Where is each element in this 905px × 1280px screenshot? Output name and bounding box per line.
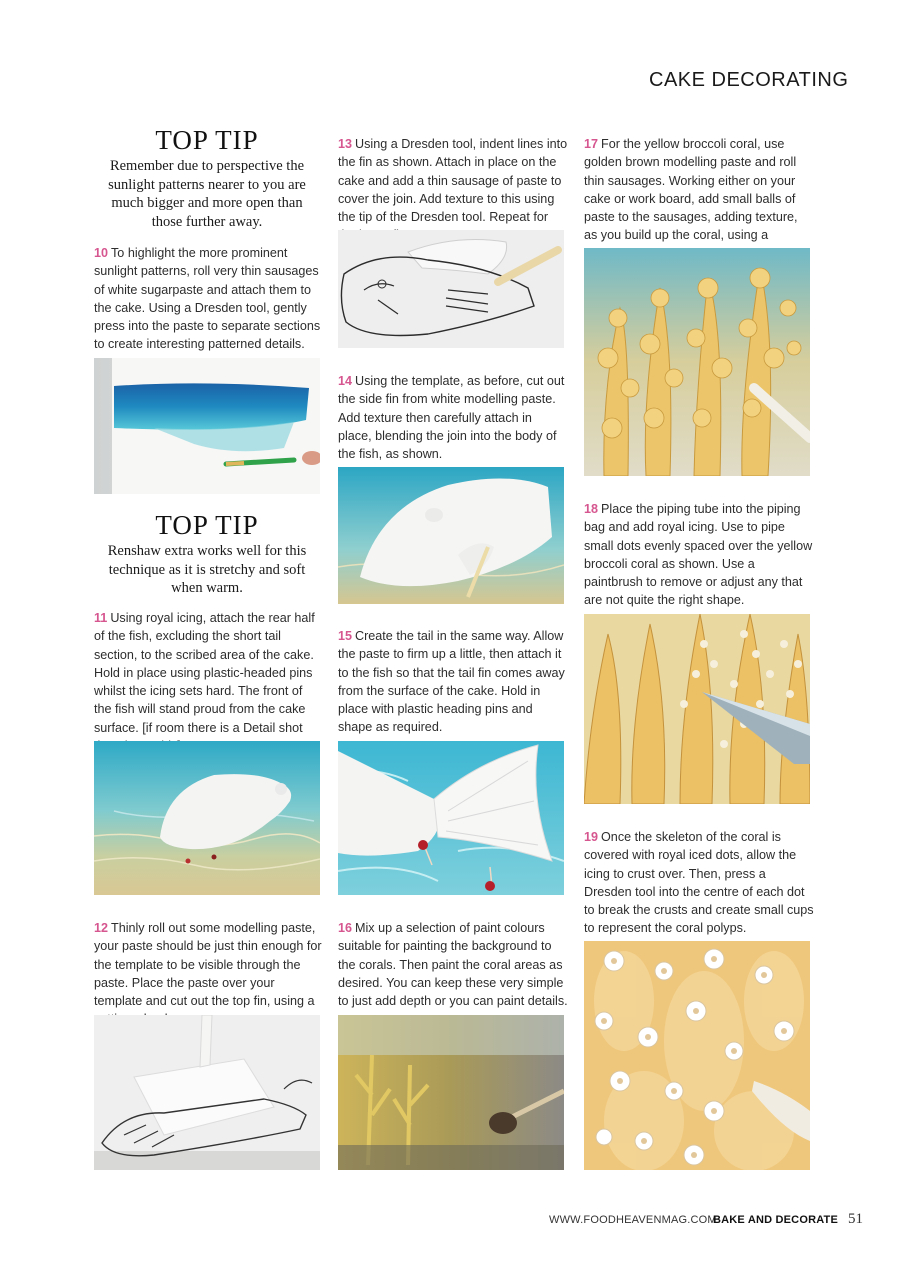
photo-step-19 [584,941,810,1170]
top-tip-2 [98,510,316,598]
step-11 [94,609,322,755]
step-14 [338,372,568,463]
footer-magazine: BAKE AND DECORATE [713,1214,839,1226]
step-number: 11 [94,611,108,625]
step-text: Create the tail in the same way. Allow the paste to firm up a little, then attach it to the fish so that the tail fin comes away from the surface of the cake. Hold in place with plastic heading pins and shape as required. [338,629,565,735]
step-text: Using royal icing, attach the rear half of the fish, excluding the short tail section, to the scribed area of the cake. Hold in place using plastic-headed pins whilst the icing sets hard. The front of the fish will stand proud from the cake surface. [if room there is a Detail shot [94,611,315,735]
step-number: 15 [338,629,353,643]
step-text: Once the skeleton of the coral is covered with royal iced dots, allow the icing to crust over. Then, press a Dresden tool into the centre of each dot to break the crusts and create small cups to represent the coral polyps. [584,830,814,936]
top-tip-1 [98,125,316,231]
section-title: CAKE DECORATING [649,69,849,91]
step-number: 13 [338,137,353,151]
photo-step-17 [584,248,810,476]
step-text: Place the piping tube into the piping bag and add royal icing. Use to pipe small dots evenly spaced over the yellow broccoli coral as shown. Use a paintbrush to remove or adjust any that are not quite the right shape. [584,502,813,608]
step-number: 18 [584,502,599,516]
photo-step-18 [584,614,810,804]
page-number: 51 [848,1211,863,1227]
step-19 [584,828,814,938]
step-number: 17 [584,137,599,151]
step-17 [584,135,814,263]
step-15 [338,627,568,737]
step-text: For the yellow broccoli coral, use golden brown modelling paste and roll thin sausages. Working either on your cake or work board, add small balls of paste to the sausages, adding texture, as you build up the coral, using a [584,137,798,243]
photo-step-13 [338,230,564,348]
step-number: 16 [338,921,353,935]
photo-step-14 [338,467,564,604]
step-number: 14 [338,374,353,388]
footer-website: WWW.FOODHEAVENMAG.COM [549,1214,717,1226]
step-18 [584,500,814,610]
photo-step-16 [338,1015,564,1170]
photo-step-11 [94,741,320,895]
photo-step-15 [338,741,564,895]
step-number: 10 [94,246,109,260]
step-number: 19 [584,830,599,844]
top-tip-text: Remember due to perspective the sunlight patterns nearer to you are much bigger and more open than those further away. [108,158,306,230]
top-tip-text: Renshaw extra works well for this technique as it is stretchy and soft when warm. [107,543,307,596]
step-number: 12 [94,921,109,935]
step-text: Mix up a selection of paint colours suitable for painting the background to the corals. Then paint the coral areas as desired. You can keep these very simple to just add depth or you can paint details. [338,921,568,1009]
step-10 [94,244,322,354]
top-tip-title: TOP TIP [155,510,259,540]
photo-step-12 [94,1015,320,1170]
step-text: To highlight the more prominent sunlight patterns, roll very thin sausages of white sugarpaste and attach them to the cake. Using a Dresden tool, gently press into the paste to separate sections to create interesting patterned details. [94,246,321,352]
step-text: Using a Dresden tool, indent lines into the fin as shown. Attach in place on the cake and add a thin sausage of paste to cover the join. Add texture to this using the tip of the Dresden tool. Repeat for [338,137,568,225]
step-13 [338,135,568,245]
top-tip-title: TOP TIP [155,125,259,155]
step-text: Using the template, as before, cut out the side fin from white modelling paste. Add texture then carefully attach in place, blending the join into the body of the fish, as shown. [338,374,565,462]
step-text: Thinly roll out some modelling paste, your paste should be just thin enough for the template to be visible through the paste. Place the paste over your template and cut out the top fin, using a [94,921,322,1009]
step-16 [338,919,568,1010]
step-12 [94,919,322,1029]
photo-step-10 [94,358,320,494]
